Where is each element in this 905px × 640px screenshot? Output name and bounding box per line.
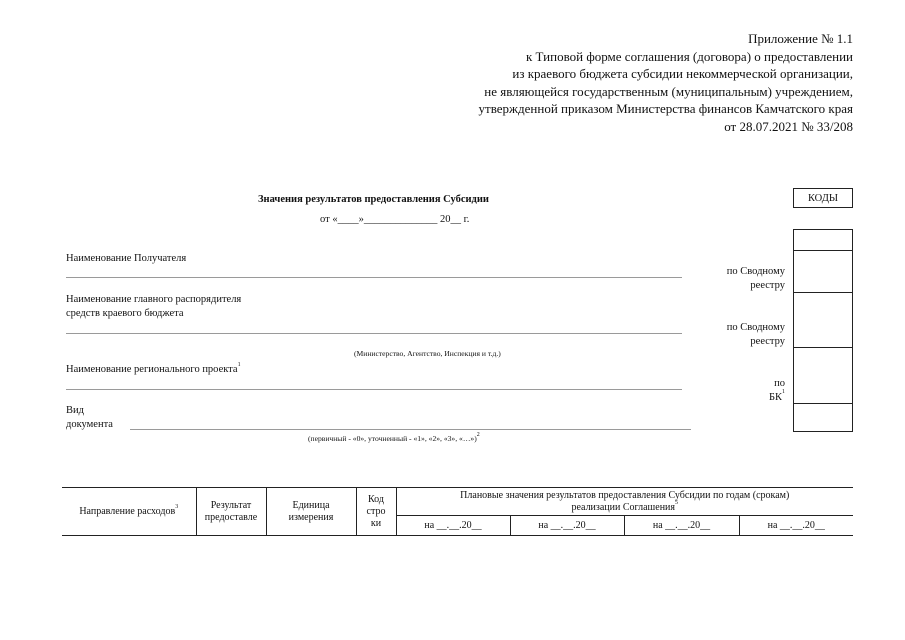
project-label: [66, 364, 241, 375]
bk-label-text: БК: [768, 392, 782, 403]
header-line: от 28.07.2021 № 33/208: [724, 118, 853, 134]
col-header-planned-line2: [399, 499, 852, 514]
project-label-text: Наименование регионального проекта: [66, 364, 238, 375]
header-line: из краевого бюджета субсидии некоммерческой организации,: [512, 66, 853, 81]
bk-label: [769, 377, 785, 405]
project-footnote-mark: 1: [237, 362, 241, 368]
document-title: Значения результатов предоставления Субсидии: [258, 194, 489, 205]
recipient-label: Наименование Получателя: [66, 253, 187, 264]
col-header-unit: [266, 488, 356, 536]
codes-cell-bk: [794, 348, 852, 404]
doctype-label-line2: документа: [66, 419, 113, 430]
col-header-planned-line1: Плановые значения результатов предоставления Субсидии по годам (срокам): [460, 489, 790, 501]
manager-label-line2: средств краевого бюджета: [66, 308, 184, 319]
bk-footnote-mark: 1: [782, 389, 785, 395]
col-header-result-line1: Результат: [210, 499, 252, 511]
header-line: к Типовой форме соглашения (договора) о предоставлении: [525, 48, 853, 64]
registry1-label-line2: реестру: [750, 280, 785, 291]
col-header-result: [196, 488, 266, 536]
col-header-code: [356, 488, 396, 536]
year-col-header: на __.__.20__: [510, 516, 624, 536]
document-date-line: от «____»______________ 20__ г.: [320, 214, 470, 225]
col-header-unit-line1: Единица: [292, 499, 330, 511]
manager-note: (Министерство, Агентство, Инспекция и т.д.): [354, 349, 501, 358]
registry1-label-line1: по Сводному: [726, 266, 785, 277]
year-col-header: на __.__.20__: [624, 516, 739, 536]
col-header-planned-line2-text: реализации Соглашения: [571, 501, 675, 513]
col-header-planned: [396, 488, 853, 516]
year-col-header: на __.__.20__: [396, 516, 510, 536]
col-header-unit-line2: измерения: [288, 511, 334, 523]
codes-column: [793, 229, 853, 432]
codes-cell-registry1: [794, 251, 852, 293]
year-col-header: на __.__.20__: [739, 516, 853, 536]
col-header-code-line1: Код: [368, 493, 384, 505]
header-line: не являющейся государственным (муниципальным) учреждением,: [484, 83, 853, 99]
manager-label-line1: Наименование главного распорядителя: [66, 294, 242, 305]
doctype-note: [308, 434, 480, 443]
doctype-field-line: [130, 429, 691, 430]
registry2-label-line2: реестру: [750, 336, 785, 347]
col-header-code-line2: стро: [366, 505, 386, 517]
direction-footnote-mark: 3: [175, 503, 179, 510]
planned-footnote-mark: 5: [675, 499, 678, 506]
codes-cell-registry2: [794, 293, 852, 348]
bk-label-line1: по: [774, 378, 785, 389]
col-header-direction-text: Направление расходов: [79, 505, 176, 517]
col-header-code-line3: ки: [370, 517, 382, 529]
registry1-label: [727, 265, 785, 293]
col-header-direction: [62, 488, 196, 536]
bk-label-line2: [769, 391, 785, 405]
registry2-label-line1: по Сводному: [726, 322, 785, 333]
codes-cell-blank: [794, 230, 852, 251]
registry2-label: [727, 321, 785, 349]
recipient-field-line: [66, 277, 682, 278]
project-field-line: [66, 389, 682, 390]
codes-header: КОДЫ: [793, 188, 853, 208]
doctype-label-line1: Вид: [66, 405, 84, 416]
header-line: утвержденной приказом Министерства финансов Камчатского края: [478, 101, 853, 116]
doctype-note-text: (первичный - «0», уточненный - «1», «2», «3», «…»): [308, 434, 477, 443]
results-table: [62, 487, 853, 536]
doctype-footnote-mark: 2: [476, 432, 480, 438]
header-line: Приложение № 1.1: [748, 31, 853, 46]
manager-field-line: [66, 333, 682, 334]
appendix-header: [479, 30, 853, 135]
col-header-result-line2: предоставле: [204, 511, 258, 523]
